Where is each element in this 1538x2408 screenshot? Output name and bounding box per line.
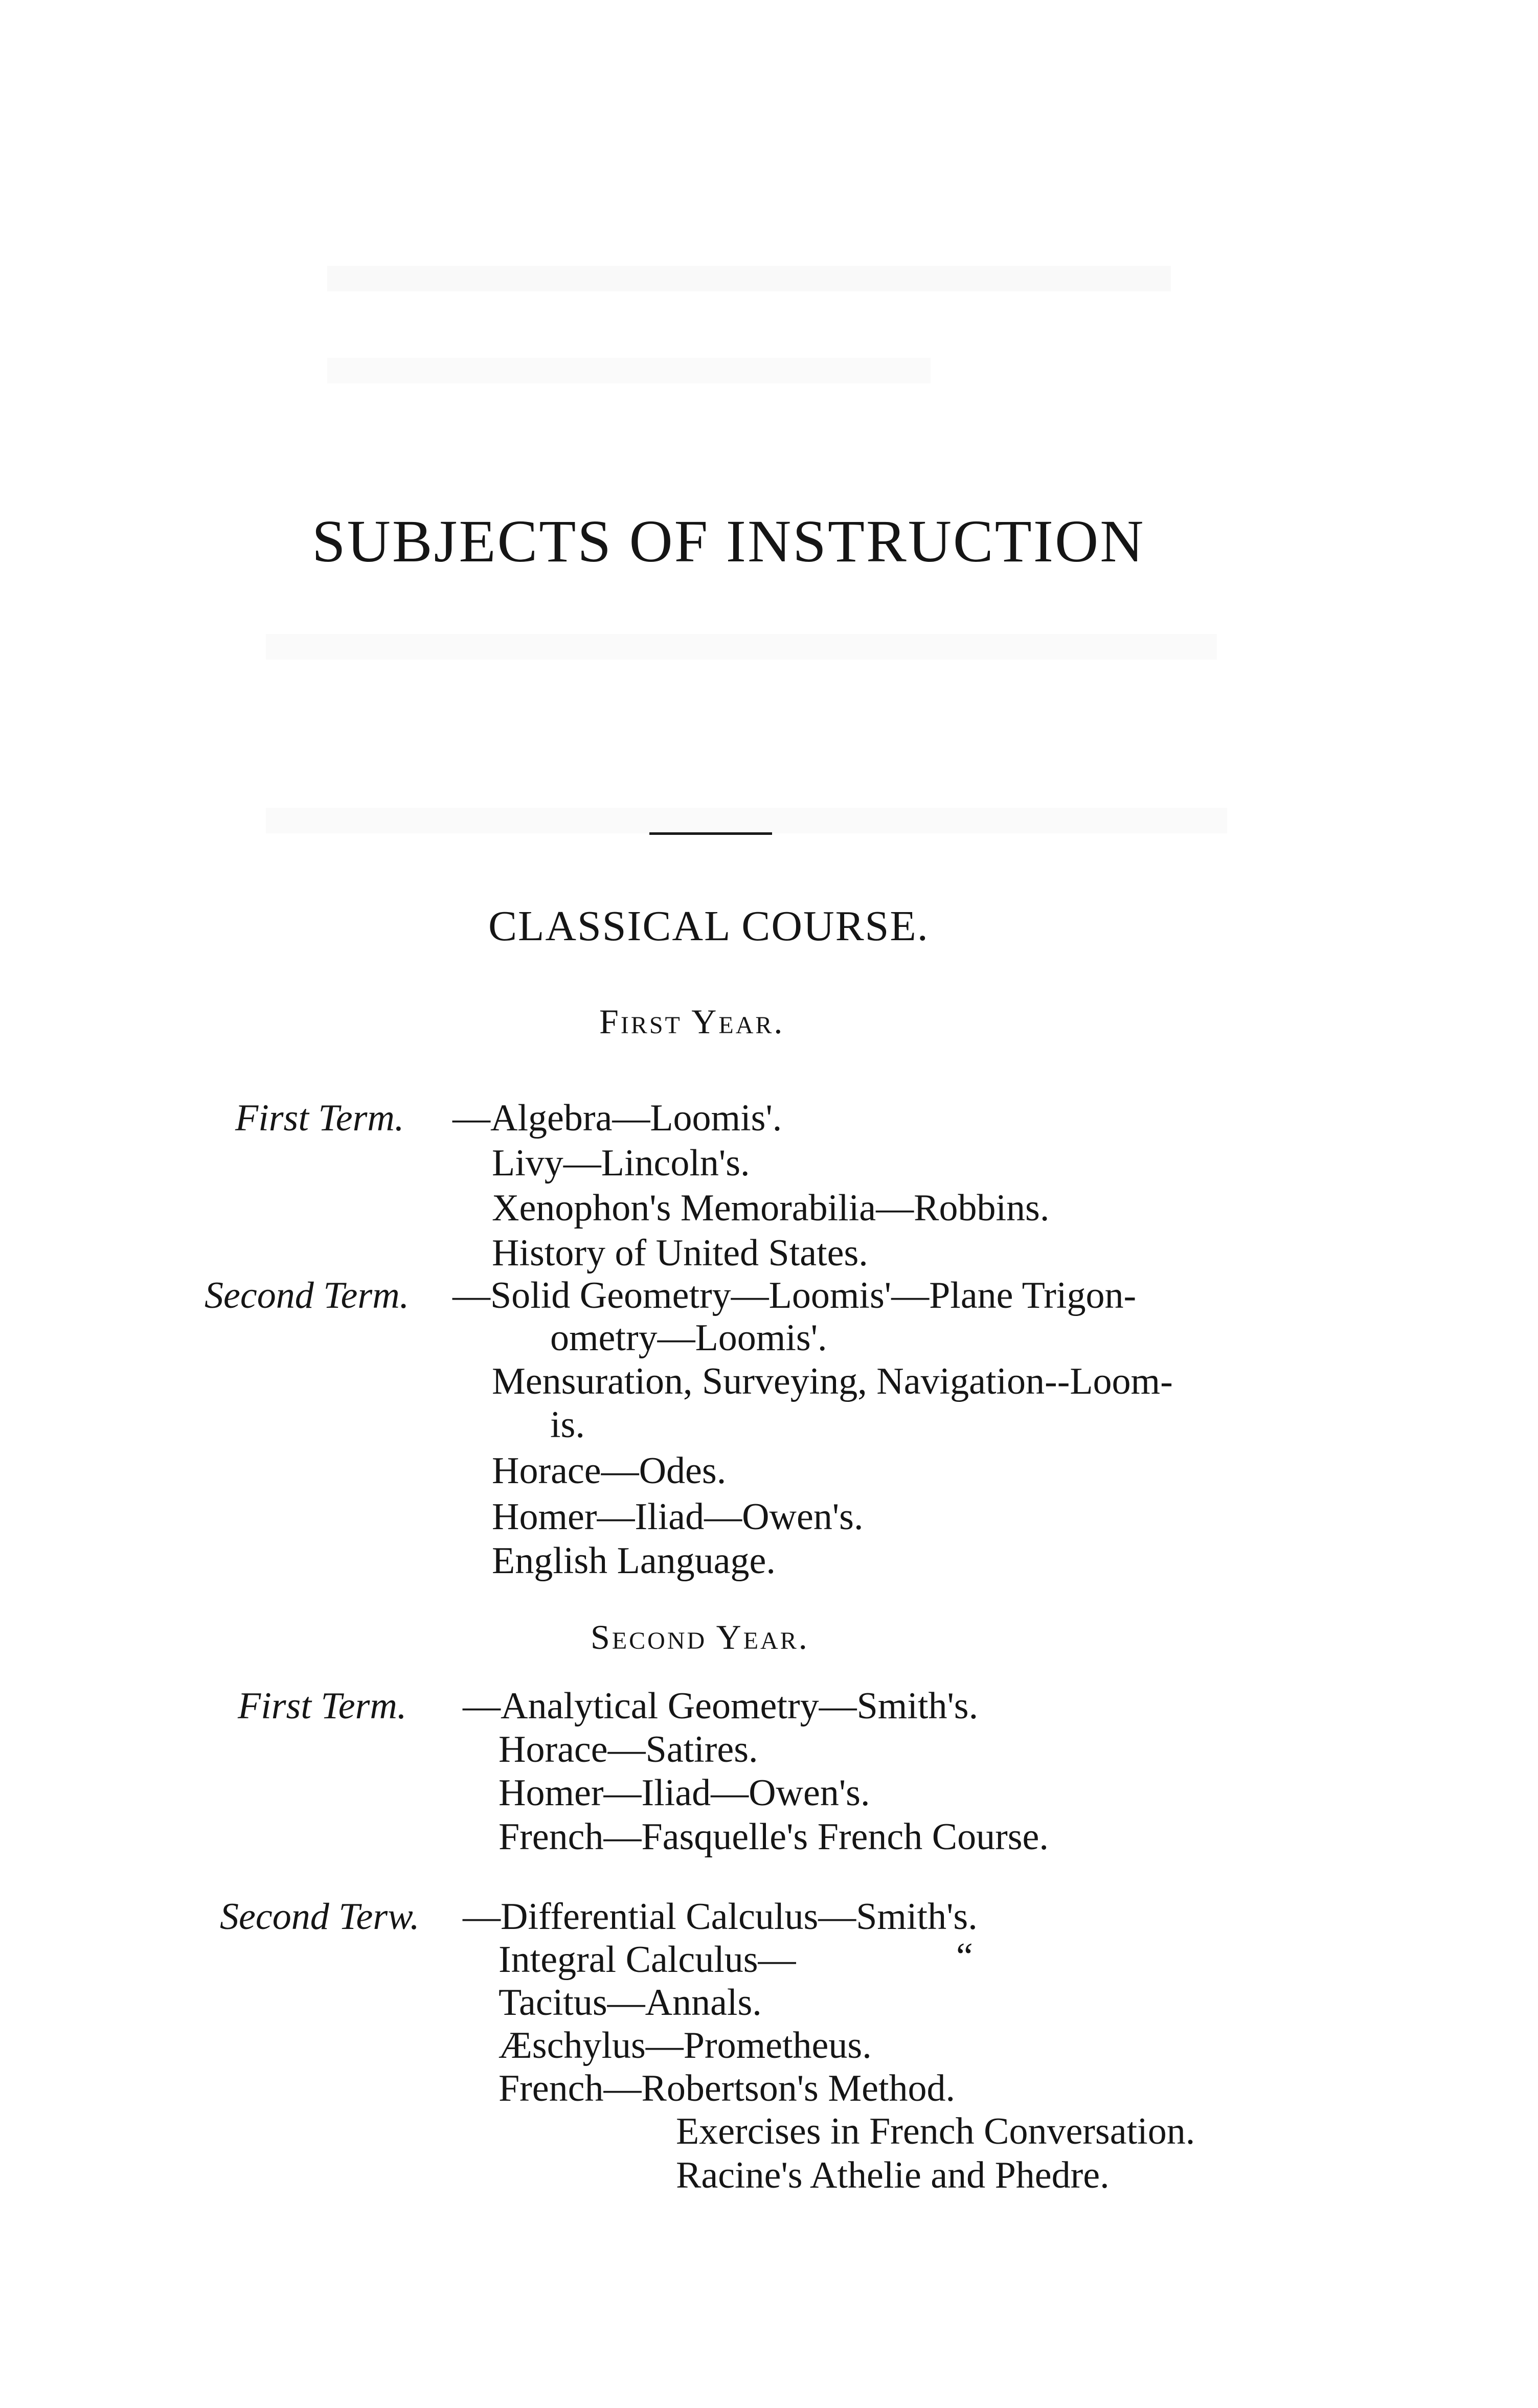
subject-line: Æschylus—Prometheus. xyxy=(499,2025,872,2066)
term-label: First Term. xyxy=(235,1097,404,1139)
subject-line: Xenophon's Memorabilia—Robbins. xyxy=(492,1187,1050,1229)
subject-line: Racine's Athelie and Phedre. xyxy=(676,2154,1110,2196)
subject-line: Exercises in French Conversation. xyxy=(676,2110,1195,2152)
term-label: Second Terw. xyxy=(220,1896,420,1938)
subject-line: Homer—Iliad—Owen's. xyxy=(492,1496,864,1538)
subject-line: —Analytical Geometry—Smith's. xyxy=(463,1685,979,1727)
bleed-through-smudge xyxy=(327,358,931,383)
subject-line: is. xyxy=(550,1404,585,1446)
subject-line: History of United States. xyxy=(492,1232,868,1274)
term-label: First Term. xyxy=(238,1685,407,1727)
subject-line: Livy—Lincoln's. xyxy=(492,1142,750,1184)
subject-line: ometry—Loomis'. xyxy=(550,1317,827,1359)
subject-line: —Solid Geometry—Loomis'—Plane Trigon- xyxy=(453,1275,1137,1316)
subject-line: —Algebra—Loomis'. xyxy=(453,1097,782,1139)
subject-line: Mensuration, Surveying, Navigation--Loom- xyxy=(492,1360,1173,1402)
subject-line: French—Robertson's Method. xyxy=(499,2068,956,2109)
subject-line: Horace—Satires. xyxy=(499,1729,758,1770)
bleed-through-smudge xyxy=(266,634,1217,660)
term-label: Second Term. xyxy=(205,1275,410,1316)
subject-line: Horace—Odes. xyxy=(492,1450,727,1492)
subject-line: Integral Calculus— xyxy=(499,1939,796,1981)
page-title: SUBJECTS OF INSTRUCTION xyxy=(312,508,1145,575)
bleed-through-smudge xyxy=(266,808,1227,833)
ditto-mark: “ xyxy=(956,1936,973,1978)
subject-line: Homer—Iliad—Owen's. xyxy=(499,1772,870,1814)
subject-line: Tacitus—Annals. xyxy=(499,1982,762,2024)
year-heading: First Year. xyxy=(599,1002,785,1041)
bleed-through-smudge xyxy=(327,266,1171,291)
year-heading: Second Year. xyxy=(591,1618,809,1656)
title-divider xyxy=(649,832,772,835)
subject-line: French—Fasquelle's French Course. xyxy=(499,1816,1049,1858)
subject-line: —Differential Calculus—Smith's. xyxy=(463,1896,978,1938)
course-title: CLASSICAL COURSE. xyxy=(488,902,929,950)
subject-line: English Language. xyxy=(492,1540,776,1582)
